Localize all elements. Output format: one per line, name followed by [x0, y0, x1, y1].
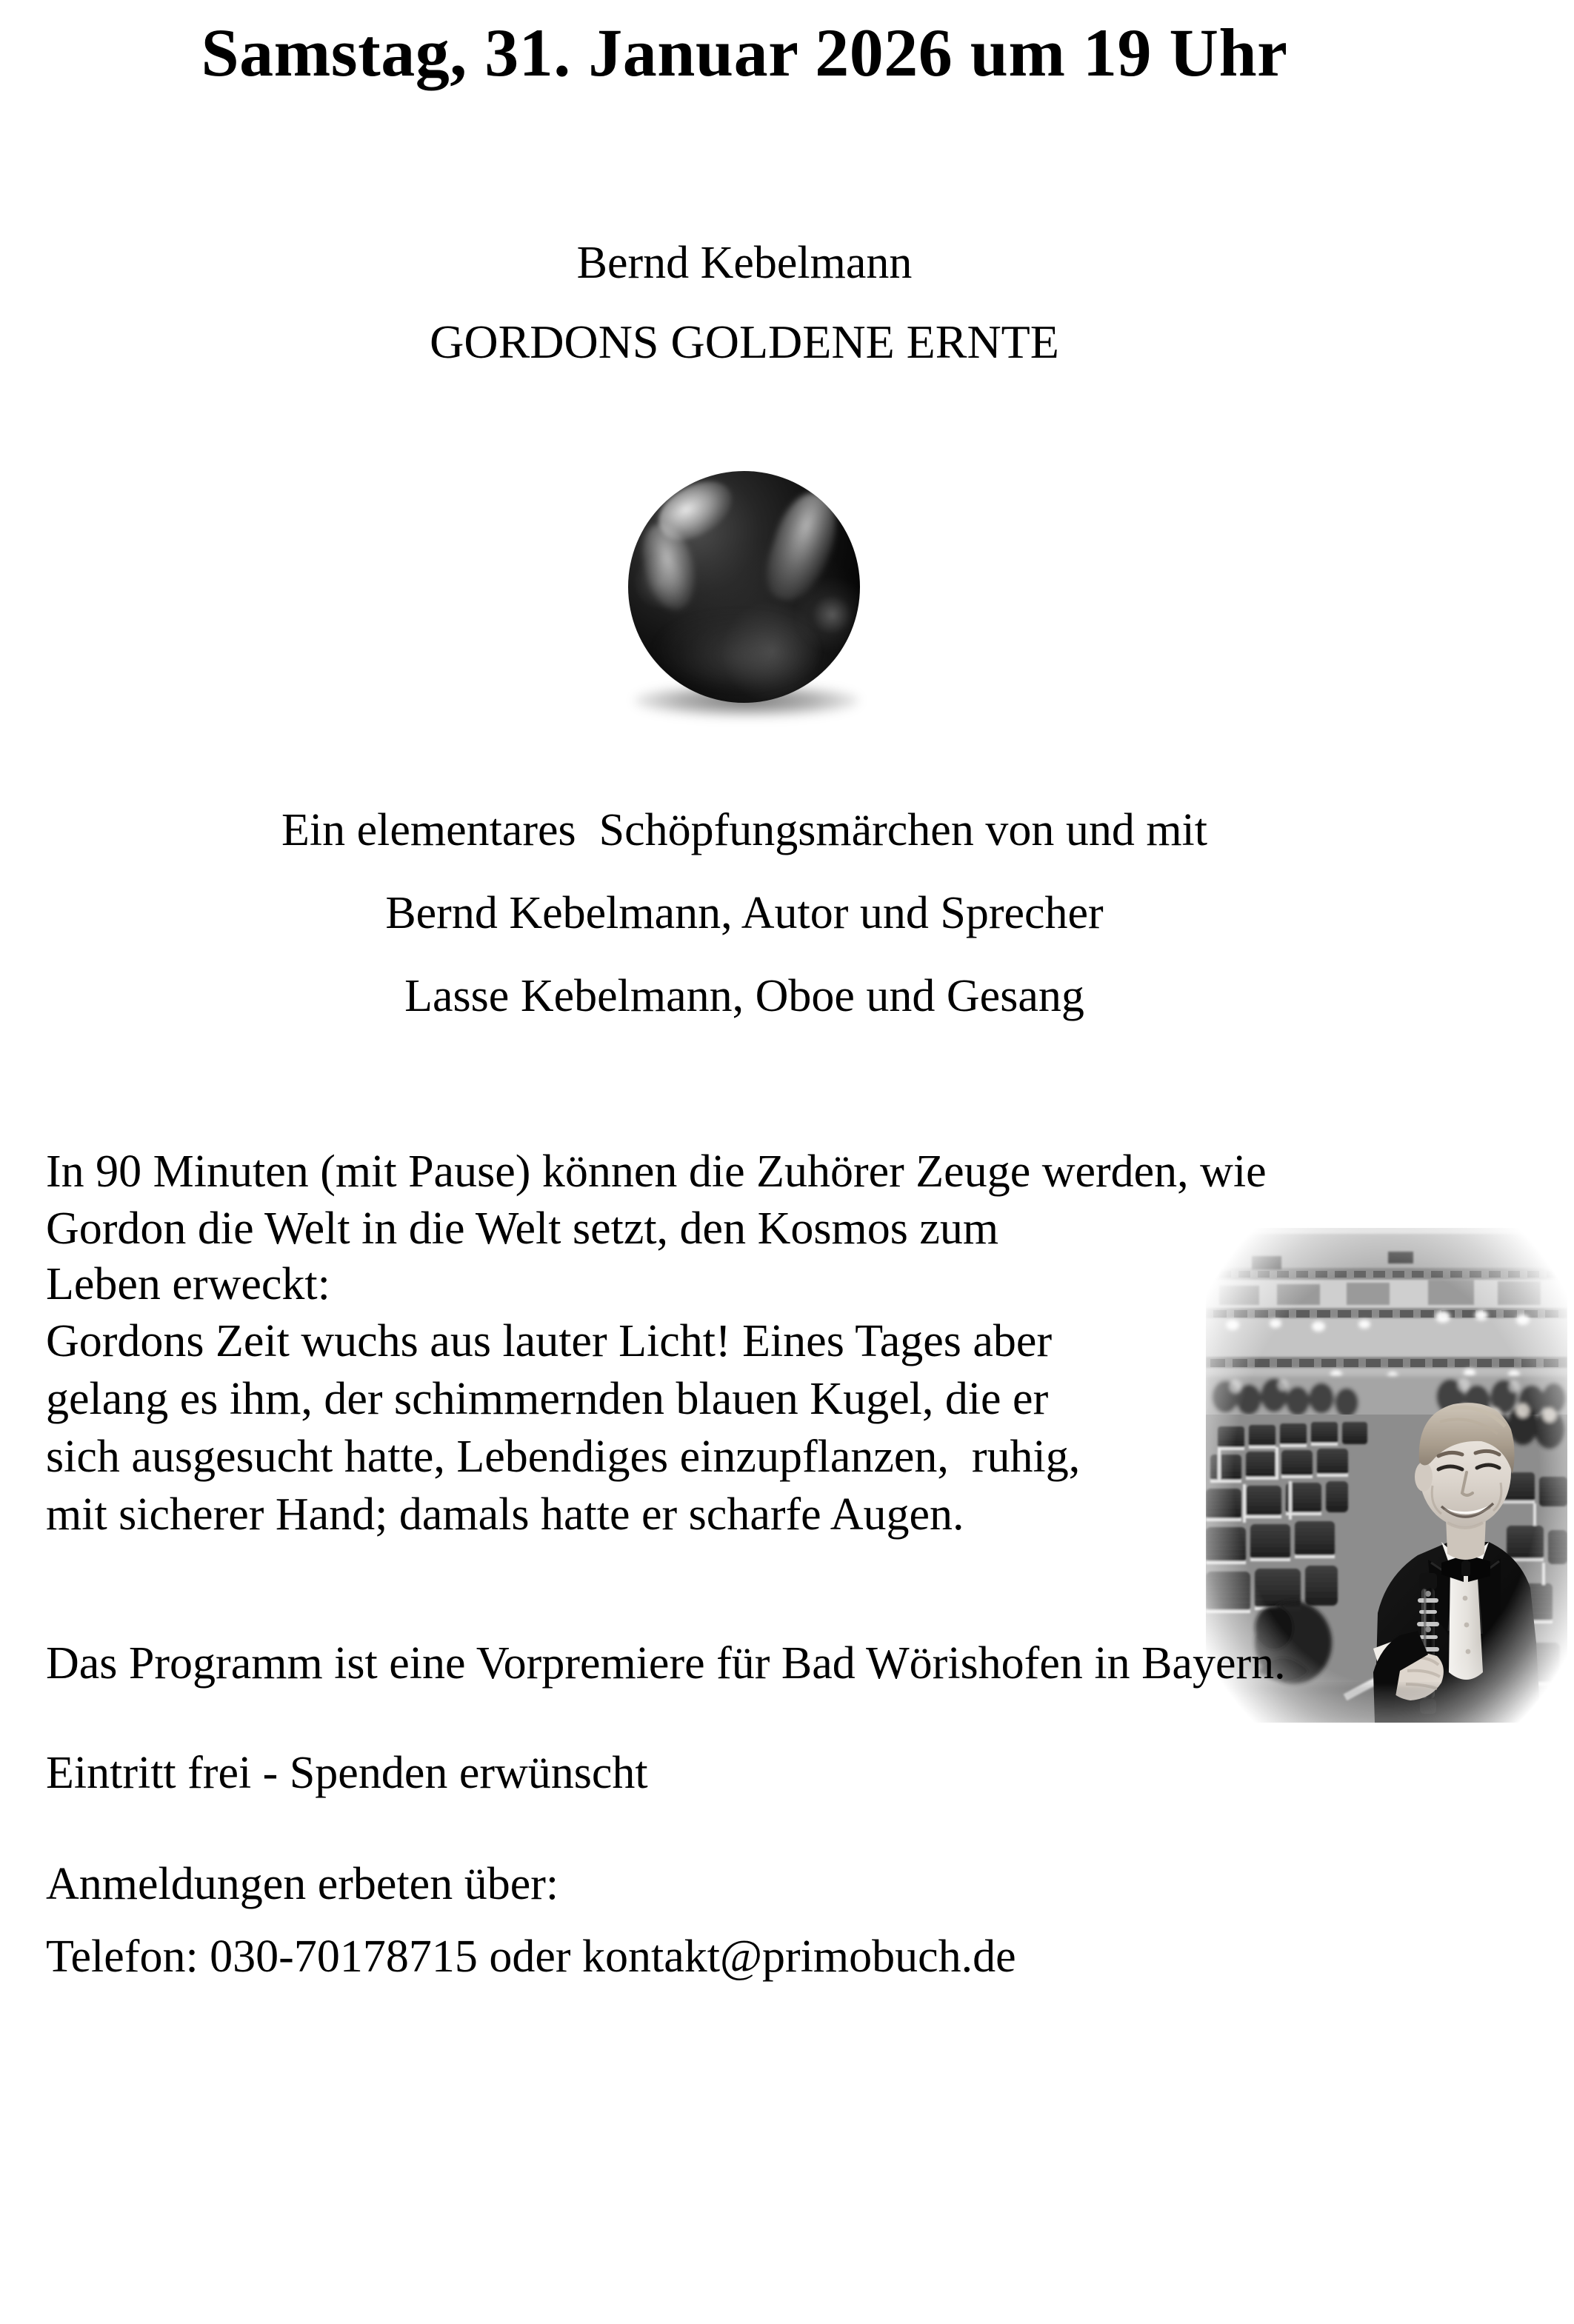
sphere-rim-light	[628, 471, 860, 703]
body-line-3: Leben erweckt:	[46, 1259, 330, 1309]
credit-line-author: Bernd Kebelmann, Autor und Sprecher	[385, 888, 1104, 938]
credit-line-subtitle: Ein elementares Schöpfungsmärchen von und mit	[281, 805, 1208, 855]
admission-note: Eintritt frei - Spenden erwünscht	[46, 1748, 648, 1798]
page-title: Samstag, 31. Januar 2026 um 19 Uhr	[201, 15, 1288, 90]
registration-label: Anmeldungen erbeten über:	[46, 1859, 559, 1909]
black-glossy-sphere-illustration	[628, 471, 865, 727]
body-line-2: Gordon die Welt in die Welt setzt, den Kosmos zum	[46, 1203, 999, 1254]
body-line-4: Gordons Zeit wuchs aus lauter Licht! Eines Tages aber	[46, 1316, 1053, 1366]
body-line-1: In 90 Minuten (mit Pause) können die Zuhörer Zeuge werden, wie	[46, 1146, 1267, 1197]
sphere-body	[628, 471, 860, 703]
work-title: GORDONS GOLDENE ERNTE	[430, 315, 1059, 368]
credit-line-musician: Lasse Kebelmann, Oboe und Gesang	[404, 971, 1084, 1021]
body-line-6: sich ausgesucht hatte, Lebendiges einzupflanzen, ruhig,	[46, 1432, 1081, 1482]
body-line-5: gelang es ihm, der schimmernden blauen Kugel, die er	[46, 1374, 1049, 1424]
premiere-note: Das Programm ist eine Vorpremiere für Bad Wörishofen in Bayern.	[46, 1638, 1286, 1689]
author-name: Bernd Kebelmann	[576, 238, 913, 288]
body-line-7: mit sicherer Hand; damals hatte er scharfe Augen.	[46, 1489, 964, 1540]
contact-line[interactable]: Telefon: 030-70178715 oder kontakt@primobuch.de	[46, 1931, 1016, 1982]
